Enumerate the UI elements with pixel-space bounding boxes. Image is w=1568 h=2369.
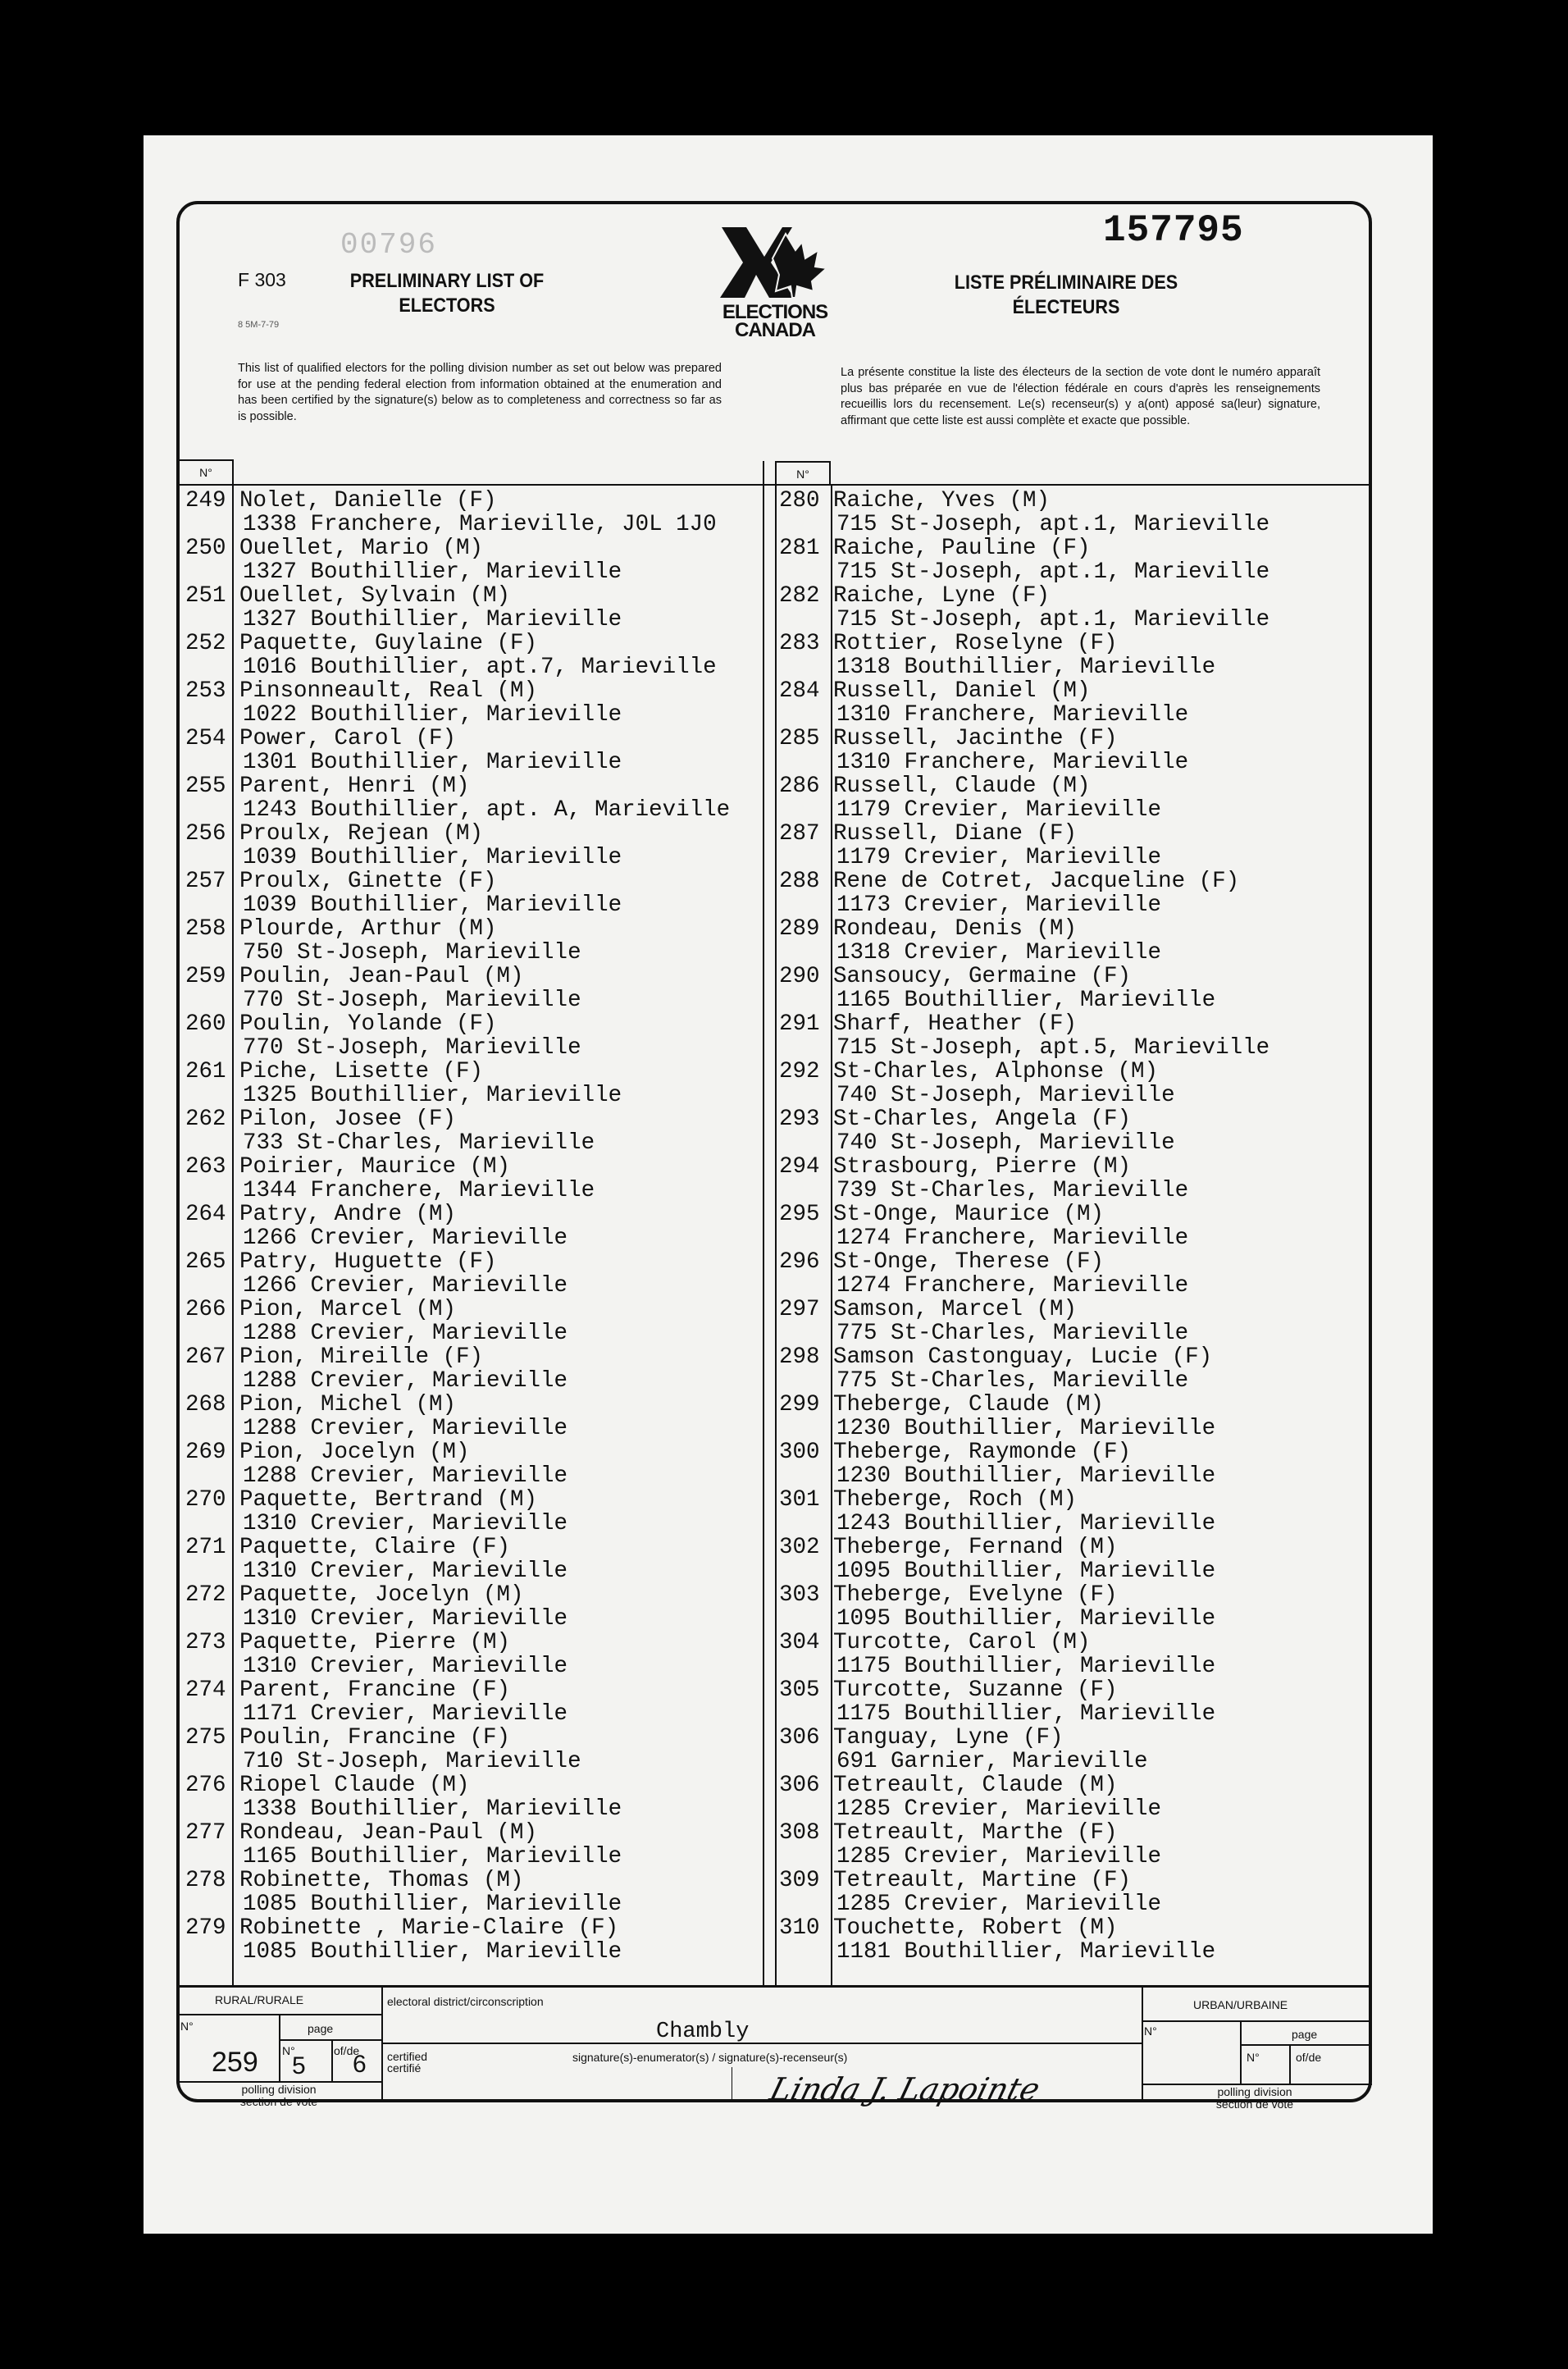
page-no-label: N° xyxy=(282,2044,295,2057)
elector-address: 1327 Bouthillier, Marieville xyxy=(243,559,622,585)
elector-address: 1310 Crevier, Marieville xyxy=(243,1654,568,1679)
elector-name: St-Onge, Therese (F) xyxy=(833,1249,1105,1275)
elector-address: 1285 Crevier, Marieville xyxy=(836,1844,1162,1869)
elector-number: 274 xyxy=(185,1677,226,1703)
elector-address: 1310 Crevier, Marieville xyxy=(243,1559,568,1584)
elector-number: 265 xyxy=(185,1249,226,1275)
elector-name: Robinette , Marie-Claire (F) xyxy=(239,1915,619,1941)
elector-address: 1022 Bouthillier, Marieville xyxy=(243,702,622,728)
urban-page-no-label: N° xyxy=(1247,2051,1260,2064)
logo-text-elections: ELECTIONS xyxy=(722,301,828,323)
elector-name: Paquette, Claire (F) xyxy=(239,1535,511,1560)
title-english: PRELIMINARY LIST OF ELECTORS xyxy=(349,270,545,317)
elector-address: 1230 Bouthillier, Marieville xyxy=(836,1463,1216,1489)
elector-number: 290 xyxy=(779,964,820,989)
elector-number: 250 xyxy=(185,536,226,561)
elector-number: 302 xyxy=(779,1535,820,1560)
elector-name: Patry, Andre (M) xyxy=(239,1202,457,1227)
elector-number: 291 xyxy=(779,1011,820,1037)
logo-text-canada: CANADA xyxy=(735,319,815,341)
urban-page-divider xyxy=(1289,2044,1291,2084)
elector-name: Tanguay, Lyne (F) xyxy=(833,1725,1064,1751)
elector-number: 288 xyxy=(779,869,820,894)
elector-name: Turcotte, Suzanne (F) xyxy=(833,1677,1118,1703)
elector-number: 264 xyxy=(185,1202,226,1227)
page-of-label: of/de xyxy=(334,2044,360,2057)
elector-address: 1285 Crevier, Marieville xyxy=(836,1796,1162,1822)
elector-number: 259 xyxy=(185,964,226,989)
right-number-divider xyxy=(831,484,832,1985)
elector-name: Theberge, Fernand (M) xyxy=(833,1535,1118,1560)
elector-name: Proulx, Rejean (M) xyxy=(239,821,484,847)
elector-address: 1338 Bouthillier, Marieville xyxy=(243,1796,622,1822)
elector-name: Theberge, Raymonde (F) xyxy=(833,1440,1132,1465)
elector-name: Paquette, Guylaine (F) xyxy=(239,631,538,656)
urban-page-label: page xyxy=(1292,2028,1318,2041)
elector-number: 298 xyxy=(779,1344,820,1370)
elector-name: Pion, Jocelyn (M) xyxy=(239,1440,470,1465)
elector-address: 715 St-Joseph, apt.1, Marieville xyxy=(836,607,1270,632)
elector-address: 1310 Crevier, Marieville xyxy=(243,1606,568,1632)
elector-number: 251 xyxy=(185,583,226,609)
elector-number: 266 xyxy=(185,1297,226,1322)
elector-address: 1301 Bouthillier, Marieville xyxy=(243,750,622,775)
elector-name: Tetreault, Martine (F) xyxy=(833,1868,1132,1893)
elector-address: 715 St-Joseph, apt.1, Marieville xyxy=(836,559,1270,585)
elector-address: 1288 Crevier, Marieville xyxy=(243,1463,568,1489)
elector-address: 1318 Bouthillier, Marieville xyxy=(836,655,1216,680)
elector-number: 255 xyxy=(185,774,226,799)
elector-address: 739 St-Charles, Marieville xyxy=(836,1178,1189,1203)
elector-number: 273 xyxy=(185,1630,226,1655)
elector-address: 740 St-Joseph, Marieville xyxy=(836,1130,1175,1156)
elector-address: 715 St-Joseph, apt.1, Marieville xyxy=(836,512,1270,537)
elector-name: Paquette, Pierre (M) xyxy=(239,1630,511,1655)
intro-english: This list of qualified electors for the polling division number as set out below was prepared for use at the pending federal election from information obtained at the enumeration and has been certified by the signature(s) below as to completeness and correctness so far as is possible. xyxy=(238,362,722,423)
elector-address: 1165 Bouthillier, Marieville xyxy=(836,988,1216,1013)
elector-address: 1266 Crevier, Marieville xyxy=(243,1226,568,1251)
page-number: 5 xyxy=(292,2052,306,2079)
urban-of-label: of/de xyxy=(1296,2051,1322,2064)
elector-number: 281 xyxy=(779,536,820,561)
elector-name: Poulin, Yolande (F) xyxy=(239,1011,497,1037)
elector-address: 1095 Bouthillier, Marieville xyxy=(836,1606,1216,1632)
elector-number: 284 xyxy=(779,678,820,704)
urban-no-label: N° xyxy=(1144,2024,1157,2038)
elector-number: 278 xyxy=(185,1868,226,1893)
elector-number: 286 xyxy=(779,774,820,799)
elector-address: 1266 Crevier, Marieville xyxy=(243,1273,568,1299)
elector-address: 733 St-Charles, Marieville xyxy=(243,1130,595,1156)
elector-name: St-Onge, Maurice (M) xyxy=(833,1202,1105,1227)
elector-name: Nolet, Danielle (F) xyxy=(239,488,497,514)
elector-number: 287 xyxy=(779,821,820,847)
elector-number: 304 xyxy=(779,1630,820,1655)
elector-name: St-Charles, Angela (F) xyxy=(833,1107,1132,1132)
elector-address: 1285 Crevier, Marieville xyxy=(836,1892,1162,1917)
elector-number: 249 xyxy=(185,488,226,514)
elector-number: 270 xyxy=(185,1487,226,1513)
enumerator-signature: Linda J. Lapointe xyxy=(766,2071,1044,2107)
elector-name: Poulin, Jean-Paul (M) xyxy=(239,964,524,989)
polling-label-fr: section de vote xyxy=(239,2095,318,2108)
elector-address: 1318 Crevier, Marieville xyxy=(836,940,1162,965)
elector-number: 261 xyxy=(185,1059,226,1084)
elector-name: Theberge, Evelyne (F) xyxy=(833,1582,1118,1608)
elector-address: 1230 Bouthillier, Marieville xyxy=(836,1416,1216,1441)
right-number-header: N° xyxy=(775,461,831,486)
elector-number: 277 xyxy=(185,1820,226,1846)
elector-address: 1039 Bouthillier, Marieville xyxy=(243,845,622,870)
elector-number: 256 xyxy=(185,821,226,847)
elector-name: Tetreault, Marthe (F) xyxy=(833,1820,1118,1846)
footer-mid-rule xyxy=(381,2043,1142,2044)
elector-number: 276 xyxy=(185,1773,226,1798)
elector-address: 1165 Bouthillier, Marieville xyxy=(243,1844,622,1869)
elector-name: Pion, Marcel (M) xyxy=(239,1297,457,1322)
polling-label-en: polling division xyxy=(241,2083,317,2096)
left-number-header: N° xyxy=(178,459,234,484)
elector-name: Raiche, Yves (M) xyxy=(833,488,1051,514)
elector-number: 252 xyxy=(185,631,226,656)
elector-name: Proulx, Ginette (F) xyxy=(239,869,497,894)
elector-address: 1310 Crevier, Marieville xyxy=(243,1511,568,1536)
elector-name: Strasbourg, Pierre (M) xyxy=(833,1154,1132,1180)
elector-number: 280 xyxy=(779,488,820,514)
elector-address: 775 St-Charles, Marieville xyxy=(836,1321,1189,1346)
elector-number: 306 xyxy=(779,1725,820,1751)
elector-number: 285 xyxy=(779,726,820,751)
elector-number: 272 xyxy=(185,1582,226,1608)
elector-address: 1288 Crevier, Marieville xyxy=(243,1321,568,1346)
elector-number: 294 xyxy=(779,1154,820,1180)
elector-name: Poulin, Francine (F) xyxy=(239,1725,511,1751)
elector-name: Sharf, Heather (F) xyxy=(833,1011,1078,1037)
elector-name: Parent, Francine (F) xyxy=(239,1677,511,1703)
elector-address: 1173 Crevier, Marieville xyxy=(836,892,1162,918)
elector-name: Rottier, Roselyne (F) xyxy=(833,631,1118,656)
elector-address: 1181 Bouthillier, Marieville xyxy=(836,1939,1216,1965)
urban-rule xyxy=(1142,2020,1372,2022)
elector-name: Sansoucy, Germaine (F) xyxy=(833,964,1132,989)
elector-number: 310 xyxy=(779,1915,820,1941)
elector-name: Samson Castonguay, Lucie (F) xyxy=(833,1344,1213,1370)
elector-number: 282 xyxy=(779,583,820,609)
elections-canada-logo xyxy=(713,226,836,340)
elector-number: 289 xyxy=(779,916,820,942)
polling-label-urban xyxy=(1181,2086,1329,2111)
elector-name: Raiche, Pauline (F) xyxy=(833,536,1091,561)
page-total: 6 xyxy=(353,2051,367,2078)
elector-address: 715 St-Joseph, apt.5, Marieville xyxy=(836,1035,1270,1061)
footer-divider-right xyxy=(1142,1985,1143,2100)
rural-divider xyxy=(279,2015,280,2081)
polling-division-number: 259 xyxy=(212,2047,258,2078)
elector-number: 253 xyxy=(185,678,226,704)
elector-number: 257 xyxy=(185,869,226,894)
elector-address: 770 St-Joseph, Marieville xyxy=(243,988,581,1013)
elector-name: Riopel Claude (M) xyxy=(239,1773,470,1798)
stamped-number: 00796 xyxy=(340,228,438,262)
elector-address: 1175 Bouthillier, Marieville xyxy=(836,1654,1216,1679)
elector-name: Raiche, Lyne (F) xyxy=(833,583,1051,609)
signature-label: signature(s)-enumerator(s) / signature(s)-recenseur(s) xyxy=(572,2051,848,2064)
elector-number: 295 xyxy=(779,1202,820,1227)
elector-number: 309 xyxy=(779,1868,820,1893)
polling-label-fr: section de vote xyxy=(1215,2097,1294,2111)
elector-name: Touchette, Robert (M) xyxy=(833,1915,1118,1941)
elector-number: 258 xyxy=(185,916,226,942)
elector-name: Russell, Daniel (M) xyxy=(833,678,1091,704)
elector-address: 1344 Franchere, Marieville xyxy=(243,1178,595,1203)
elector-number: 301 xyxy=(779,1487,820,1513)
elector-number: 305 xyxy=(779,1677,820,1703)
elector-address: 1243 Bouthillier, apt. A, Marieville xyxy=(243,797,731,823)
middle-divider-a xyxy=(763,461,764,1985)
elector-address: 1039 Bouthillier, Marieville xyxy=(243,892,622,918)
rural-label: RURAL/RURALE xyxy=(215,1993,304,2006)
title-french: LISTE PRÉLIMINAIRE DES ÉLECTEURS xyxy=(954,272,1178,318)
elector-number: 262 xyxy=(185,1107,226,1132)
elector-name: Tetreault, Claude (M) xyxy=(833,1773,1118,1798)
elector-address: 1179 Crevier, Marieville xyxy=(836,797,1162,823)
elector-name: Russell, Jacinthe (F) xyxy=(833,726,1118,751)
elector-name: Power, Carol (F) xyxy=(239,726,457,751)
elector-address: 1175 Bouthillier, Marieville xyxy=(836,1701,1216,1727)
elector-address: 1274 Franchere, Marieville xyxy=(836,1226,1189,1251)
table-top-rule xyxy=(178,484,1370,486)
elector-number: 292 xyxy=(779,1059,820,1084)
elector-address: 710 St-Joseph, Marieville xyxy=(243,1749,581,1774)
elector-number: 306 xyxy=(779,1773,820,1798)
elector-address: 1095 Bouthillier, Marieville xyxy=(836,1559,1216,1584)
elector-number: 271 xyxy=(185,1535,226,1560)
elector-address: 1325 Bouthillier, Marieville xyxy=(243,1083,622,1108)
elector-name: Rene de Cotret, Jacqueline (F) xyxy=(833,869,1240,894)
elector-address: 1327 Bouthillier, Marieville xyxy=(243,607,622,632)
elector-name: Russell, Claude (M) xyxy=(833,774,1091,799)
elector-number: 300 xyxy=(779,1440,820,1465)
elector-name: Poirier, Maurice (M) xyxy=(239,1154,511,1180)
elector-address: 691 Garnier, Marieville xyxy=(836,1749,1148,1774)
rural-page-label: page xyxy=(308,2022,334,2035)
elector-name: Robinette, Thomas (M) xyxy=(239,1868,524,1893)
elector-name: Ouellet, Mario (M) xyxy=(239,536,484,561)
elector-number: 279 xyxy=(185,1915,226,1941)
certified-fr: certifié xyxy=(387,2061,422,2075)
elector-address: 750 St-Joseph, Marieville xyxy=(243,940,581,965)
elector-address: 1288 Crevier, Marieville xyxy=(243,1368,568,1394)
district-value: Chambly xyxy=(656,2020,750,2044)
elector-name: Pion, Mireille (F) xyxy=(239,1344,484,1370)
elector-address: 1274 Franchere, Marieville xyxy=(836,1273,1189,1299)
elector-name: Pion, Michel (M) xyxy=(239,1392,457,1417)
elector-address: 1243 Bouthillier, Marieville xyxy=(836,1511,1216,1536)
elector-address: 1338 Franchere, Marieville, J0L 1J0 xyxy=(243,512,717,537)
rural-no-label: N° xyxy=(180,2020,194,2033)
elector-number: 293 xyxy=(779,1107,820,1132)
elector-address: 1016 Bouthillier, apt.7, Marieville xyxy=(243,655,717,680)
elector-number: 254 xyxy=(185,726,226,751)
elector-address: 775 St-Charles, Marieville xyxy=(836,1368,1189,1394)
elector-name: Parent, Henri (M) xyxy=(239,774,470,799)
elector-number: 275 xyxy=(185,1725,226,1751)
elector-address: 1179 Crevier, Marieville xyxy=(836,845,1162,870)
elector-name: Samson, Marcel (M) xyxy=(833,1297,1078,1322)
elector-address: 1310 Franchere, Marieville xyxy=(836,750,1189,775)
elector-name: Theberge, Roch (M) xyxy=(833,1487,1078,1513)
serial-number: 157795 xyxy=(1103,209,1244,252)
elector-number: 269 xyxy=(185,1440,226,1465)
elector-number: 268 xyxy=(185,1392,226,1417)
elector-address: 1171 Crevier, Marieville xyxy=(243,1701,568,1727)
elector-number: 260 xyxy=(185,1011,226,1037)
polling-label-en: polling division xyxy=(1217,2085,1292,2098)
elector-number: 296 xyxy=(779,1249,820,1275)
elector-name: Plourde, Arthur (M) xyxy=(239,916,497,942)
elector-name: Piche, Lisette (F) xyxy=(239,1059,484,1084)
elector-number: 303 xyxy=(779,1582,820,1608)
middle-divider-b xyxy=(775,461,777,1985)
urban-label: URBAN/URBAINE xyxy=(1193,1998,1288,2011)
elector-address: 1310 Franchere, Marieville xyxy=(836,702,1189,728)
rural-page-divider xyxy=(331,2039,333,2081)
intro-french: La présente constitue la liste des électeurs de la section de vote dont le numéro apparaît plus bas préparée en vue de l'élection fédérale en cours d'après les renseignements recueillis lors du recensement. Le(s) recenseur(s) y a(ont) apposé sa(leur) signature, affirmant que cette liste est aussi complète et exacte que possible. xyxy=(841,366,1320,427)
elector-address: 740 St-Joseph, Marieville xyxy=(836,1083,1175,1108)
elector-name: St-Charles, Alphonse (M) xyxy=(833,1059,1159,1084)
elector-number: 299 xyxy=(779,1392,820,1417)
elector-address: 1288 Crevier, Marieville xyxy=(243,1416,568,1441)
elector-name: Patry, Huguette (F) xyxy=(239,1249,497,1275)
elector-name: Paquette, Bertrand (M) xyxy=(239,1487,538,1513)
certified-label xyxy=(387,2051,427,2074)
elector-number: 267 xyxy=(185,1344,226,1370)
district-label: electoral district/circonscription xyxy=(387,1995,544,2008)
form-number: F 303 xyxy=(238,269,286,290)
elector-number: 263 xyxy=(185,1154,226,1180)
x-maple-leaf-icon xyxy=(713,226,836,299)
polling-label-rural xyxy=(205,2084,353,2108)
urban-page-rule xyxy=(1240,2044,1372,2046)
elector-number: 308 xyxy=(779,1820,820,1846)
elector-name: Pilon, Josee (F) xyxy=(239,1107,457,1132)
elector-name: Russell, Diane (F) xyxy=(833,821,1078,847)
elector-name: Rondeau, Denis (M) xyxy=(833,916,1078,942)
elector-name: Rondeau, Jean-Paul (M) xyxy=(239,1820,538,1846)
form-code: 8 5M-7-79 xyxy=(238,320,280,330)
elector-address: 1085 Bouthillier, Marieville xyxy=(243,1939,622,1965)
elector-number: 283 xyxy=(779,631,820,656)
elector-name: Ouellet, Sylvain (M) xyxy=(239,583,511,609)
urban-divider xyxy=(1240,2022,1242,2084)
elector-name: Paquette, Jocelyn (M) xyxy=(239,1582,524,1608)
elector-name: Pinsonneault, Real (M) xyxy=(239,678,538,704)
left-number-divider xyxy=(232,484,234,1985)
rural-page-rule xyxy=(279,2039,381,2041)
footer-top-rule xyxy=(178,1985,1370,1988)
elector-name: Theberge, Claude (M) xyxy=(833,1392,1105,1417)
elector-name: Turcotte, Carol (M) xyxy=(833,1630,1091,1655)
elector-address: 770 St-Joseph, Marieville xyxy=(243,1035,581,1061)
elector-address: 1085 Bouthillier, Marieville xyxy=(243,1892,622,1917)
elector-number: 297 xyxy=(779,1297,820,1322)
certified-en: certified xyxy=(387,2050,428,2063)
